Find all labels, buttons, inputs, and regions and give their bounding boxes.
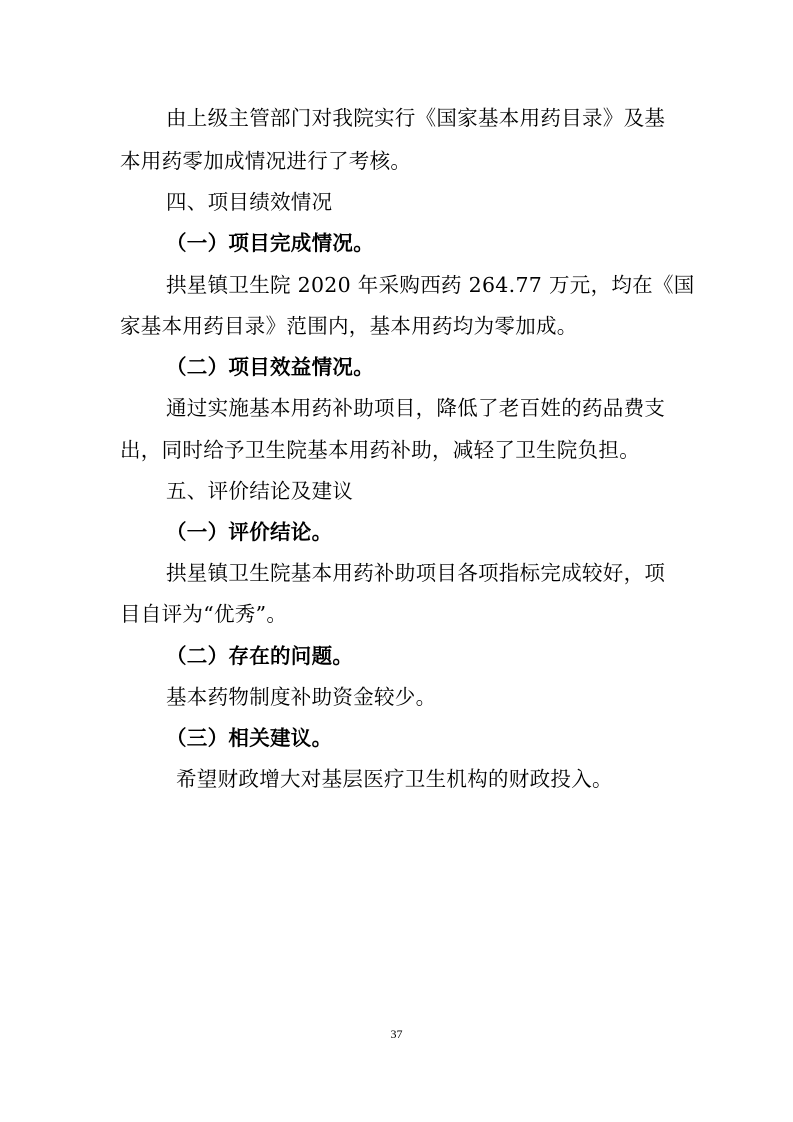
paragraph-1-line-1: 由上级主管部门对我院实行《国家基本用药目录》及基 (166, 106, 666, 130)
subheading-related-suggestions: （三）相关建议。 (166, 726, 333, 750)
paragraph-6: 希望财政增大对基层医疗卫生机构的财政投入。 (176, 767, 613, 791)
paragraph-3-line-1: 通过实施基本用药补助项目，降低了老百姓的药品费支 (166, 396, 666, 420)
paragraph-3-line-2: 出，同时给予卫生院基本用药补助，减轻了卫生院负担。 (120, 438, 640, 462)
paragraph-4-line-1: 拱星镇卫生院基本用药补助项目各项指标完成较好，项 (166, 561, 666, 585)
section-heading-5: 五、评价结论及建议 (166, 479, 354, 503)
paragraph-1-line-2: 本用药零加成情况进行了考核。 (120, 149, 412, 173)
section-heading-4: 四、项目绩效情况 (166, 190, 333, 214)
subheading-evaluation-conclusion: （一）评价结论。 (166, 520, 333, 544)
paragraph-2-line-1: 拱星镇卫生院 2020 年采购西药 264.77 万元，均在《国 (166, 273, 695, 297)
page-number: 37 (390, 1027, 403, 1041)
subheading-existing-problems: （二）存在的问题。 (166, 644, 354, 668)
paragraph-2-line-2: 家基本用药目录》范围内，基本用药均为零加成。 (120, 314, 578, 338)
paragraph-5: 基本药物制度补助资金较少。 (166, 685, 437, 709)
subheading-project-benefit: （二）项目效益情况。 (166, 355, 374, 379)
paragraph-4-line-2: 目自评为“优秀”。 (120, 602, 288, 626)
subheading-project-completion: （一）项目完成情况。 (166, 231, 374, 255)
